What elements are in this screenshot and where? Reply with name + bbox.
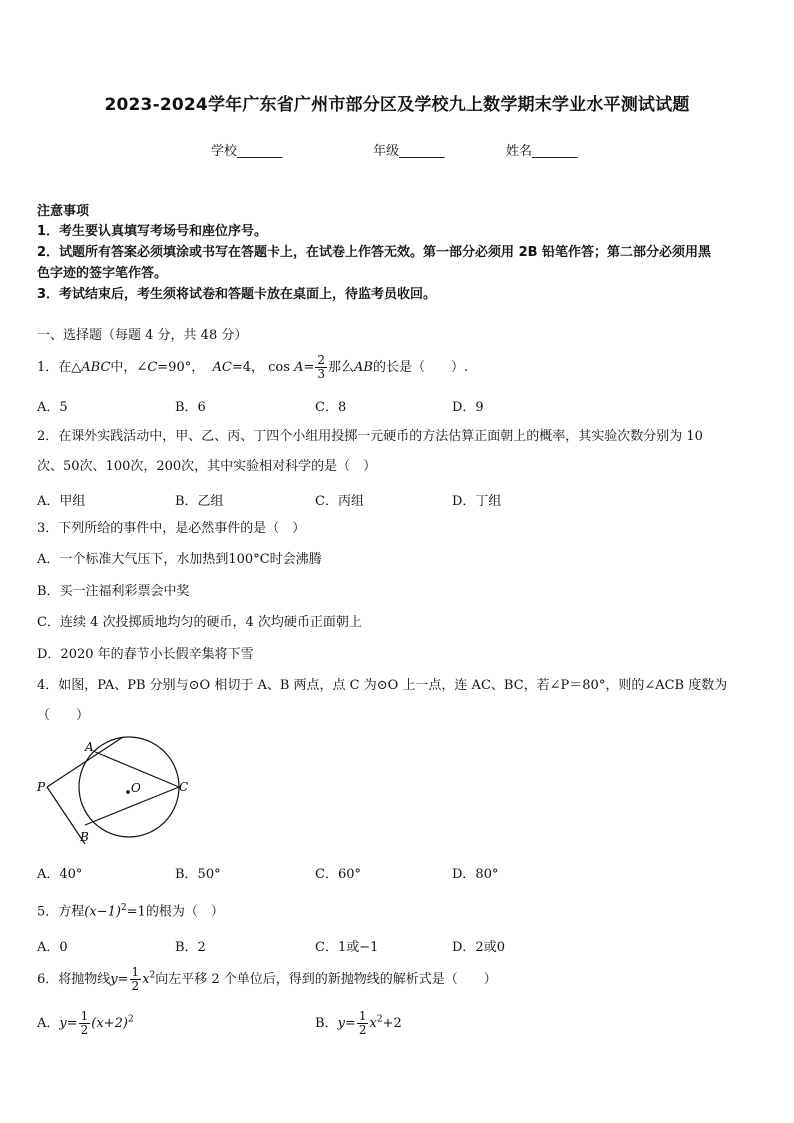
option-a: A．5	[37, 400, 68, 415]
option-d: D．丁组	[452, 494, 502, 509]
option-a: A．甲组	[37, 494, 86, 509]
fraction: $\frac{2}{3}$	[317, 353, 325, 381]
option-b: B．2	[175, 940, 206, 955]
option-d: D．80°	[452, 867, 499, 882]
center-point	[126, 790, 130, 794]
option-c: C．60°	[315, 867, 361, 882]
option-a: A．40°	[37, 867, 83, 882]
option-c: C．连续 4 次投掷质地均匀的硬币，4 次均硬币正面朝上	[37, 615, 362, 630]
label-o: O	[131, 781, 141, 795]
question-3: 3．下列所给的事件中，是必然事件的是（ ）	[37, 521, 306, 536]
option-b: B．y= $\frac{1}{2}$ $x^2+2$	[315, 1009, 402, 1037]
label-b: B	[80, 830, 89, 844]
notice-heading: 注意事项	[37, 204, 90, 219]
fraction: $\frac{1}{2}$	[358, 1009, 367, 1037]
option-d: D．9	[452, 400, 484, 415]
option-c: C．丙组	[315, 494, 364, 509]
question-2-line2: 次、50次、100次，200次，其中实验相对科学的是（ ）	[37, 459, 377, 474]
option-c: C．1或−1	[315, 940, 379, 955]
option-b: B．买一注福利彩票会中奖	[37, 584, 190, 599]
question-4-line2: （ ）	[37, 708, 90, 723]
question-6: 6．将抛物线y= $\frac{1}{2}$ $x^2$向左平移 2 个单位后，得到的新抛物线的解析式是（ ）	[37, 965, 497, 993]
school-field: 学校_______	[211, 144, 283, 159]
section-heading: 一、选择题（每题 4 分，共 48 分）	[37, 328, 248, 343]
notice-item: 3．考试结束后，考生须将试卷和答题卡放在桌面上，待监考员收回。	[37, 287, 437, 302]
question-2-line1: 2．在课外实践活动中，甲、乙、丙、丁四个小组用投掷一元硬币的方法估算正面朝上的概率，其实验次数分别为 10	[37, 429, 703, 444]
question-1: 1．在△ABC中，∠C=90°， AC=4， cos A= $\frac{2}{3}$ 那么AB的长是（ ）.	[37, 353, 469, 381]
question-5: 5．方程$(x-1)^2=1$的根为（ ）	[37, 903, 224, 920]
tangent-circle-figure	[30, 733, 200, 848]
notice-item: 1．考生要认真填写考场号和座位序号。	[37, 224, 268, 239]
label-p: P	[37, 780, 46, 794]
option-a: A．一个标准大气压下，水加热到100°C时会沸腾	[37, 552, 322, 567]
page-title: 2023-2024学年广东省广州市部分区及学校九上数学期末学业水平测试试题	[104, 95, 690, 115]
option-b: B．6	[175, 400, 206, 415]
label-a: A	[85, 740, 94, 754]
option-b: B．50°	[175, 867, 221, 882]
option-a: A．y= $\frac{1}{2}$ $(x+2)^2$	[37, 1009, 134, 1037]
grade-field: 年级_______	[373, 144, 445, 159]
option-a: A．0	[37, 940, 68, 955]
option-b: B．乙组	[175, 494, 224, 509]
notice-item: 2．试题所有答案必须填涂或书写在答题卡上，在试卷上作答无效。第一部分必须用 2B 铅笔作答；第二部分必须用黑	[37, 245, 712, 260]
fraction: $\frac{1}{2}$	[80, 1009, 89, 1037]
name-field: 姓名_______	[506, 144, 578, 159]
option-d: D．2或0	[452, 940, 505, 955]
option-d: D．2020 年的春节小长假辛集将下雪	[37, 647, 254, 662]
label-c: C	[179, 780, 189, 794]
question-4-line1: 4．如图，PA、PB 分别与⊙O 相切于 A、B 两点，点 C 为⊙O 上一点，连 AC、BC，若∠P＝80°，则的∠ACB 度数为	[37, 678, 728, 693]
notice-item: 色字迹的签字笔作答。	[37, 266, 168, 281]
fraction: $\frac{1}{2}$	[131, 965, 140, 993]
option-c: C．8	[315, 400, 347, 415]
